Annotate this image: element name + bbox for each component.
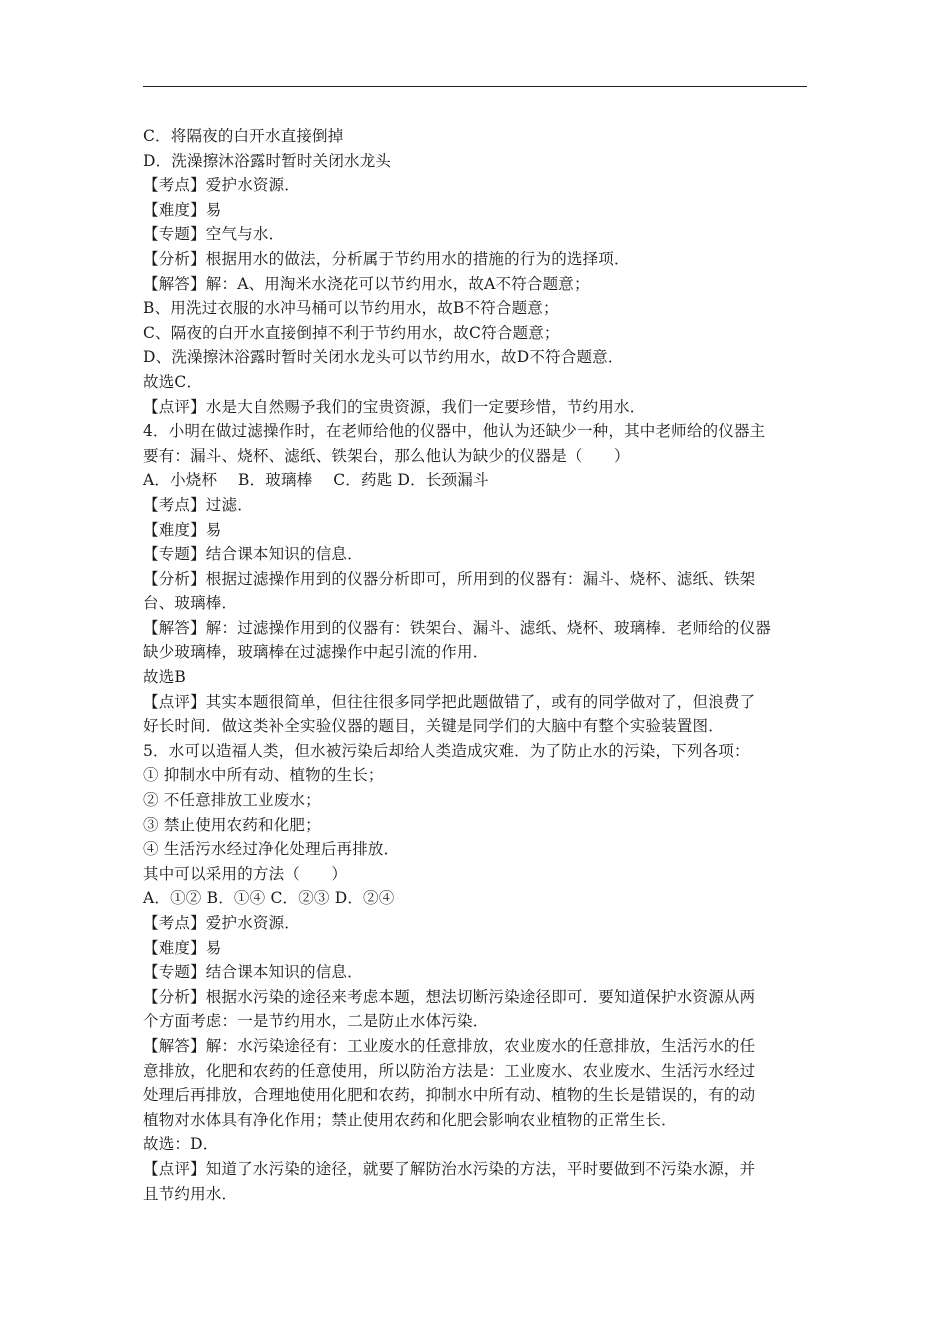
q3-zhuanti: 【专题】空气与水． — [143, 225, 285, 244]
q5-fenxi-2: 个方面考虑：一是节约用水，二是防止水体污染． — [143, 1012, 489, 1031]
q3-dianping: 【点评】水是大自然赐予我们的宝贵资源，我们一定要珍惜，节约用水． — [143, 397, 646, 416]
q4-dianping-1: 【点评】其实本题很简单，但往往很多同学把此题做错了，或有的同学做对了，但浪费了 — [143, 692, 756, 711]
q5-stem: 5．水可以造福人类，但水被污染后却给人类造成灾难．为了防止水的污染，下列各项： — [143, 741, 750, 760]
q4-stem-2: 要有：漏斗、烧杯、滤纸、铁架台，那么他认为缺少的仪器是（ ） — [143, 446, 630, 465]
q4-stem-1: 4．小明在做过滤操作时，在老师给他的仪器中，他认为还缺少一种，其中老师给的仪器主 — [143, 422, 766, 441]
option-d-line: D．洗澡擦沐浴露时暂时关闭水龙头 — [143, 151, 392, 170]
q5-zhuanti: 【专题】结合课本知识的信息． — [143, 963, 363, 982]
q5-jieda-4: 植物对水体具有净化作用；禁止使用农药和化肥会影响农业植物的正常生长． — [143, 1110, 677, 1129]
option-c-line: C．将隔夜的白开水直接倒掉 — [143, 127, 344, 145]
q3-jieda-b: B、用洗过衣服的水冲马桶可以节约用水，故B不符合题意； — [143, 299, 559, 318]
q4-options: A．小烧杯 B．玻璃棒 C．药匙 D．长颈漏斗 — [143, 471, 489, 490]
q4-fenxi-2: 台、玻璃棒． — [143, 594, 238, 613]
q5-dianping-2: 且节约用水． — [143, 1184, 238, 1203]
q5-fenxi-1: 【分析】根据水污染的途径来考虑本题，想法切断污染途径即可．要知道保护水资源从两 — [143, 987, 756, 1006]
q5-item-1: ① 抑制水中所有动、植物的生长； — [143, 766, 384, 785]
header-rule — [143, 86, 807, 87]
q5-item-3: ③ 禁止使用农药和化肥； — [143, 815, 321, 834]
q4-jieda-1: 【解答】解：过滤操作用到的仪器有：铁架台、漏斗、滤纸、烧杯、玻璃棒．老师给的仪器 — [143, 618, 772, 637]
q5-question: 其中可以采用的方法（ ） — [143, 864, 348, 883]
q4-answer: 故选B — [143, 668, 186, 687]
q4-kaodian: 【考点】过滤． — [143, 495, 253, 514]
q5-item-4: ④ 生活污水经过净化处理后再排放． — [143, 840, 400, 859]
q5-options: A．①② B．①④ C．②③ D．②④ — [143, 889, 395, 908]
q4-fenxi-1: 【分析】根据过滤操作用到的仪器分析即可，所用到的仪器有：漏斗、烧杯、滤纸、铁架 — [143, 569, 756, 588]
q5-nandu: 【难度】易 — [143, 938, 222, 957]
q4-zhuanti: 【专题】结合课本知识的信息． — [143, 545, 363, 564]
q5-jieda-1: 【解答】解：水污染途径有：工业废水的任意排放，农业废水的任意排放，生活污水的任 — [143, 1036, 756, 1055]
q5-kaodian: 【考点】爱护水资源． — [143, 914, 301, 932]
document-body — [143, 124, 807, 1206]
q5-jieda-3: 处理后再排放，合理地使用化肥和农药，抑制水中所有动、植物的生长是错误的，有的动 — [143, 1086, 756, 1105]
q3-nandu: 【难度】易 — [143, 200, 222, 219]
q3-fenxi: 【分析】根据用水的做法，分析属于节约用水的措施的行为的选择项． — [143, 249, 630, 268]
q3-answer: 故选C． — [143, 372, 203, 391]
q3-jieda-d: D、洗澡擦沐浴露时暂时关闭水龙头可以节约用水，故D不符合题意． — [143, 348, 624, 367]
q4-jieda-2: 缺少玻璃棒，玻璃棒在过滤操作中起引流的作用． — [143, 643, 489, 662]
q5-jieda-2: 意排放，化肥和农药的任意使用，所以防治方法是：工业废水、农业废水、生活污水经过 — [143, 1061, 756, 1080]
q4-nandu: 【难度】易 — [143, 520, 222, 539]
q3-kaodian: 【考点】爱护水资源． — [143, 176, 301, 195]
q3-jieda-c: C、隔夜的白开水直接倒掉不利于节约用水，故C符合题意； — [143, 323, 560, 342]
q5-answer: 故选：D． — [143, 1135, 219, 1154]
q5-item-2: ② 不任意排放工业废水； — [143, 791, 321, 810]
q4-dianping-2: 好长时间．做这类补全实验仪器的题目，关键是同学们的大脑中有整个实验装置图． — [143, 717, 724, 736]
q5-dianping-1: 【点评】知道了水污染的途径，就要了解防治水污染的方法，平时要做到不污染水源，并 — [143, 1159, 756, 1178]
q3-jieda: 【解答】解：A、用淘米水浇花可以节约用水，故A不符合题意； — [143, 274, 590, 293]
